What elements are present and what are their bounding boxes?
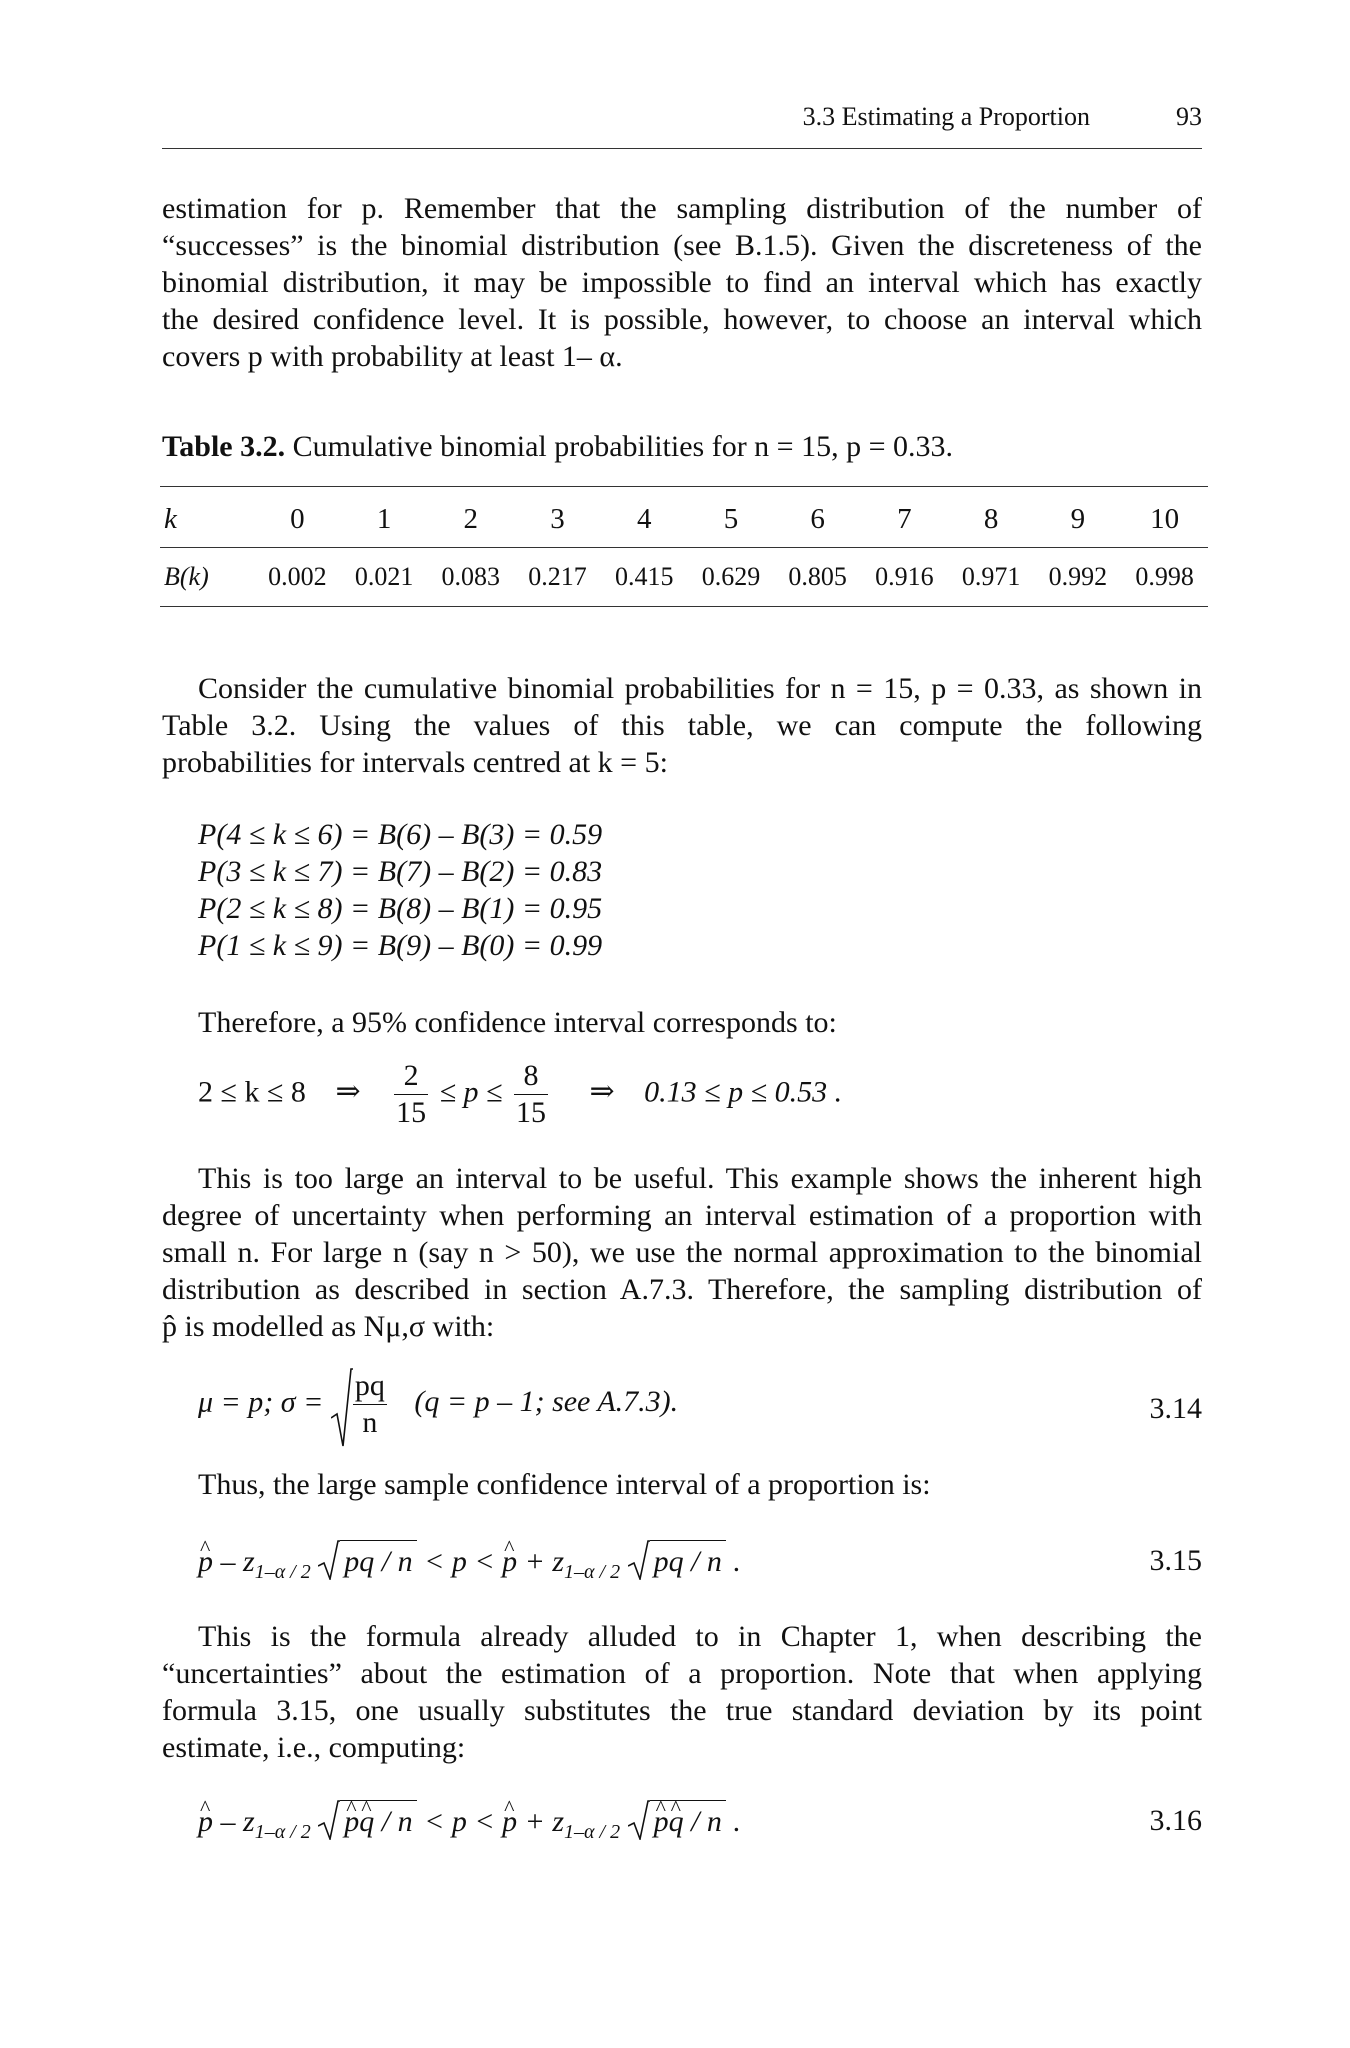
cell-b: 0.916 [861,548,948,607]
paragraph-3 [162,1160,1202,1345]
binomial-table [160,486,1208,607]
cell-b: 0.998 [1121,548,1208,607]
text-line: estimation for p. Remember that the sampling distribution of the number of [162,192,1202,225]
cell-b: 0.971 [948,548,1035,607]
text-line: the desired confidence level. It is possible, however, to choose an interval which [162,303,1202,336]
cell-b: 0.992 [1034,548,1121,607]
row-label-bk: B(k) [160,548,254,607]
therefore-line: Therefore, a 95% confidence interval corresponds to: [198,1006,837,1039]
interval-result: 0.13 ≤ p ≤ 0.53 . [644,1075,843,1109]
equation-3-16: ^ p – $z_{1-\alpha / 2}$ ^ p^ q / n < p < ^ $p + z_{1-\alpha / 2}$ ^ p^ q / n . [198,1800,741,1851]
implies-icon: ⇒ [335,1075,361,1109]
paragraph-1 [162,190,1202,375]
cell-b: 0.805 [774,548,861,607]
running-head: 3.3 Estimating a Proportion [802,102,1090,131]
cell-b: 0.415 [601,548,688,607]
text-line: probabilities for intervals centred at k = 5: [162,746,668,779]
radical-icon [628,1800,650,1840]
fraction-denominator: 15 [516,1096,547,1129]
paragraph-2 [162,670,1202,781]
table-row-bk [160,548,1208,607]
table-caption-text: Cumulative binomial probabilities for n = 15, p = 0.33. [292,430,954,463]
cell-b: 0.217 [514,548,601,607]
table-caption [162,430,953,464]
text-line: “uncertainties” about the estimation of a proportion. Note that when applying [162,1657,1202,1690]
mu-sigma-def: μ = p; σ = [198,1385,324,1419]
text-line: small n. For large n (say n > 50), we use the normal approximation to the binomial [162,1236,1202,1269]
cell-k: 6 [774,487,861,548]
probability-line: P(3 ≤ k ≤ 7) = B(7) – B(2) = 0.83 [198,855,603,888]
probability-line: P(4 ≤ k ≤ 6) = B(6) – B(3) = 0.59 [198,818,603,851]
radical-icon [318,1540,340,1580]
cell-k: 5 [688,487,775,548]
cell-k: 10 [1121,487,1208,548]
cell-k: 7 [861,487,948,548]
cell-k: 9 [1034,487,1121,548]
text-line: degree of uncertainty when performing an interval estimation of a proportion with [162,1199,1202,1232]
page-number: 93 [1176,102,1202,131]
text-line: This is the formula already alluded to in Chapter 1, when describing the [198,1620,1202,1653]
thus-line: Thus, the large sample confidence interval of a proportion is: [198,1468,931,1501]
equation-number: 3.14 [1149,1392,1202,1425]
interval-mid: ≤ p ≤ [439,1075,503,1109]
cell-b: 0.002 [254,548,341,607]
fraction-high [514,1058,548,1131]
probability-line: P(2 ≤ k ≤ 8) = B(8) – B(1) = 0.95 [198,892,603,925]
fraction-numerator: 2 [394,1058,428,1095]
fraction-denominator: 15 [396,1096,427,1129]
text-line: Table 3.2. Using the values of this table, we can compute the following [162,709,1202,742]
sqrt-pq-n [331,1368,387,1441]
text-line: This is too large an interval to be useful. This example shows the inherent high [198,1162,1202,1195]
interval-equation [198,1058,842,1131]
radical-icon [331,1368,353,1448]
fraction-numerator: 8 [514,1058,548,1095]
cell-k: 1 [341,487,428,548]
q-note: (q = p – 1; see A.7.3). [414,1385,679,1419]
sqrt-phat-qhat-over-n: ^ p^ q / n [318,1800,416,1840]
equation-number: 3.16 [1149,1804,1202,1837]
fraction-low [394,1058,428,1131]
text-line: formula 3.15, one usually substitutes the true standard deviation by its point [162,1694,1202,1727]
interval-left: 2 ≤ k ≤ 8 [198,1075,306,1109]
text-line: Consider the cumulative binomial probabilities for n = 15, p = 0.33, as shown in [198,672,1202,705]
probability-list [198,816,602,964]
page-header [162,96,1202,149]
paragraph-4 [162,1618,1202,1766]
equation-number: 3.15 [1149,1544,1202,1577]
row-label-k: k [160,487,254,548]
cell-b: 0.083 [427,548,514,607]
text-line: binomial distribution, it may be impossible to find an interval which has exactly [162,266,1202,299]
cell-k: 3 [514,487,601,548]
sqrt-phat-qhat-over-n: ^ p^ q / n [628,1800,726,1840]
table-label: Table 3.2. [162,430,286,463]
fraction-denominator: n [362,1406,378,1439]
fraction-numerator: pq [353,1368,387,1405]
text-line: distribution as described in section A.7.3. Therefore, the sampling distribution of [162,1273,1202,1306]
implies-icon: ⇒ [589,1075,615,1109]
sqrt-pq-over-n: pq / n [318,1540,416,1580]
cell-k: 8 [948,487,1035,548]
text-line: p̂ is modelled as Nμ,σ with: [162,1310,495,1343]
cell-b: 0.629 [688,548,775,607]
radical-icon [318,1800,340,1840]
radical-icon [628,1540,650,1580]
cell-b: 0.021 [341,548,428,607]
cell-k: 0 [254,487,341,548]
equation-3-14 [198,1368,678,1441]
cell-k: 2 [427,487,514,548]
text-line: covers p with probability at least 1– α. [162,340,623,373]
cell-k: 4 [601,487,688,548]
table-row-k [160,487,1208,548]
equation-3-15: ^ p – $z_{1-\alpha / 2}$ pq / n < p < ^ $p + z_{1-\alpha / 2}$ pq / n . [198,1540,741,1591]
text-line: estimate, i.e., computing: [162,1731,466,1764]
probability-line: P(1 ≤ k ≤ 9) = B(9) – B(0) = 0.99 [198,929,603,962]
text-line: “successes” is the binomial distribution (see B.1.5). Given the discreteness of the [162,229,1202,262]
sqrt-pq-over-n: pq / n [628,1540,726,1580]
